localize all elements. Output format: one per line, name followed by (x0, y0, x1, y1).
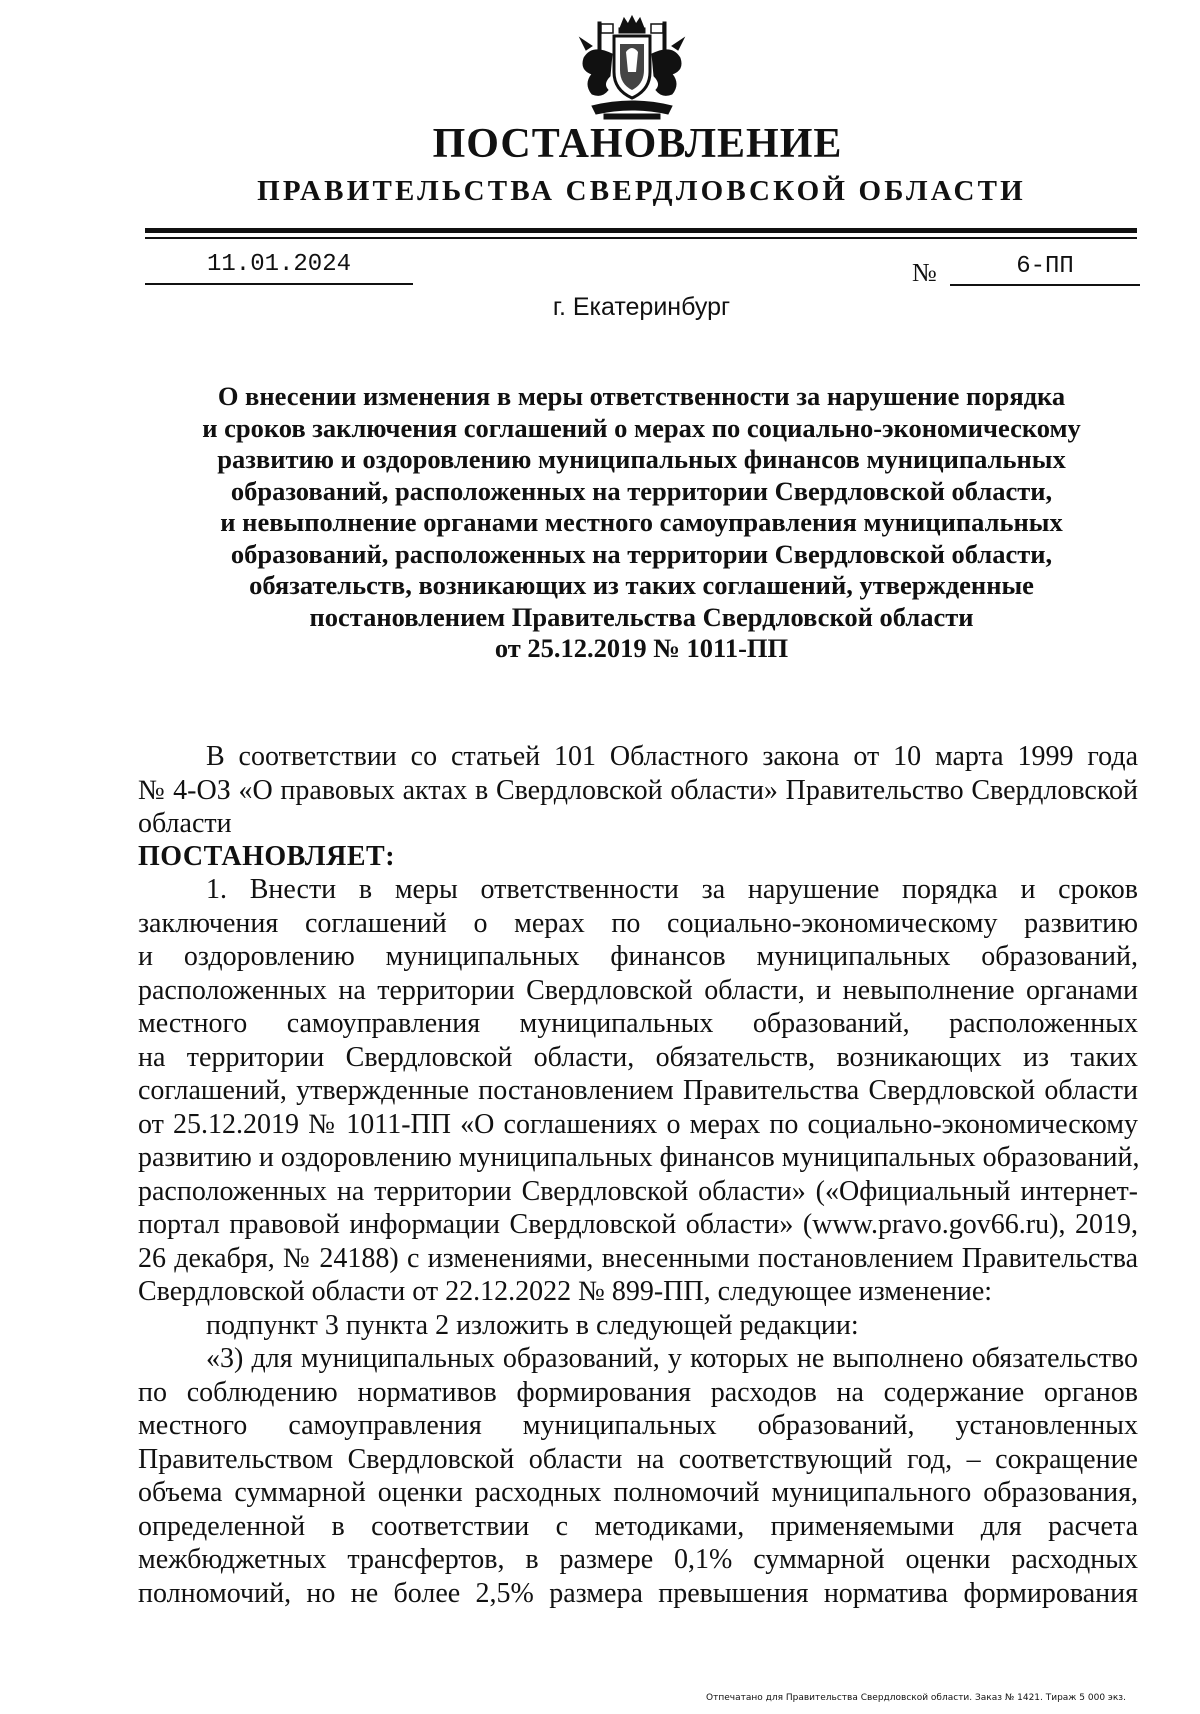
coat-of-arms-icon (562, 14, 702, 122)
header-rule-thin (145, 237, 1137, 239)
subject-line: обязательств, возникающих из таких соглашений, утвержденные (249, 570, 1034, 600)
item-line: определенной в соответствии с методиками, применяемыми для расчета (138, 1510, 1138, 1542)
item-line: развитию и оздоровлению муниципальных финансов муниципальных образований, (138, 1142, 1140, 1173)
item-1 (138, 873, 1138, 1610)
decree-word: ПОСТАНОВЛЯЕТ: (138, 841, 396, 872)
item-line: «3) для муниципальных образований, у которых не выполнено обязательство (206, 1343, 1138, 1374)
item-line: Свердловской области от 22.12.2022 № 899-ПП, следующее изменение: (138, 1276, 993, 1307)
item-line: Правительством Свердловской области на соответствующий год, – сокращение (138, 1443, 1138, 1475)
issue-city: г. Екатеринбург (552, 293, 731, 321)
document-number: 6-ПП (1016, 253, 1074, 280)
preamble (138, 740, 1138, 841)
item-line: соглашений, утвержденные постановлением Правительства Свердловской области (138, 1075, 1138, 1106)
item-line: заключения соглашений о мерах по социально-экономическому развитию (138, 907, 1138, 939)
item-line: местного самоуправления муниципальных образований, расположенных (138, 1008, 1138, 1039)
number-sign: № (912, 258, 937, 287)
item-line: расположенных на территории Свердловской области, и невыполнение органами (138, 974, 1138, 1006)
document-date: 11.01.2024 (206, 251, 352, 278)
item-line: и оздоровлению муниципальных финансов муниципальных образований, (138, 941, 1138, 972)
document-subject (60, 381, 1200, 665)
subject-line: от 25.12.2019 № 1011-ПП (494, 633, 789, 663)
subject-line: и невыполнение органами местного самоуправления муниципальных (220, 507, 1063, 537)
item-line: полномочий, но не более 2,5% размера превышения норматива формирования (138, 1577, 1138, 1609)
issuer-name: ПРАВИТЕЛЬСТВА СВЕРДЛОВСКОЙ ОБЛАСТИ (257, 175, 1026, 207)
item-line: от 25.12.2019 № 1011-ПП «О соглашениях о мерах по социально-экономическому (138, 1108, 1138, 1140)
item-line: 1. Внести в меры ответственности за нарушение порядка и сроков (206, 874, 1138, 905)
preamble-line: В соответствии со статьей 101 Областного закона от 10 марта 1999 года (206, 741, 1138, 772)
subject-line: образований, расположенных на территории Свердловской области, (230, 475, 1053, 506)
number-underline (950, 284, 1140, 286)
item-line: расположенных на территории Свердловской области» («Официальный интернет- (138, 1175, 1138, 1207)
subject-line: образований, расположенных на территории Свердловской области, (230, 538, 1053, 569)
preamble-line: области (138, 808, 232, 839)
date-underline (145, 283, 413, 285)
item-line: объема суммарной оценки расходных полномочий муниципального образования, (138, 1477, 1138, 1508)
subject-line: развитию и оздоровлению муниципальных финансов муниципальных (217, 444, 1066, 474)
print-imprint: Отпечатано для Правительства Свердловской области. Заказ № 1421. Тираж 5 000 экз. (706, 1693, 1126, 1703)
subject-line: О внесении изменения в меры ответственности за нарушение порядка (217, 381, 1066, 411)
item-line: портал правовой информации Свердловской области» (www.pravo.gov66.ru), 2019, (138, 1209, 1138, 1240)
item-line: межбюджетных трансфертов, в размере 0,1% суммарной оценки расходных (138, 1544, 1138, 1575)
item-line: местного самоуправления муниципальных образований, установленных (138, 1410, 1138, 1441)
item-line: на территории Свердловской области, обязательств, возникающих из таких (138, 1041, 1138, 1073)
preamble-line: № 4-ОЗ «О правовых актах в Свердловской области» Правительство Свердловской (138, 774, 1138, 806)
item-line: 26 декабря, № 24188) с изменениями, внесенными постановлением Правительства (138, 1242, 1138, 1274)
header-rule-thick (145, 228, 1137, 233)
subject-line: и сроков заключения соглашений о мерах по социально-экономическому (202, 412, 1081, 443)
subject-line: постановлением Правительства Свердловской области (309, 601, 974, 632)
item-line: по соблюдению нормативов формирования расходов на содержание органов (138, 1376, 1138, 1408)
document-title: ПОСТАНОВЛЕНИЕ (432, 121, 843, 167)
item-line: подпункт 3 пункта 2 изложить в следующей редакции: (206, 1309, 859, 1341)
